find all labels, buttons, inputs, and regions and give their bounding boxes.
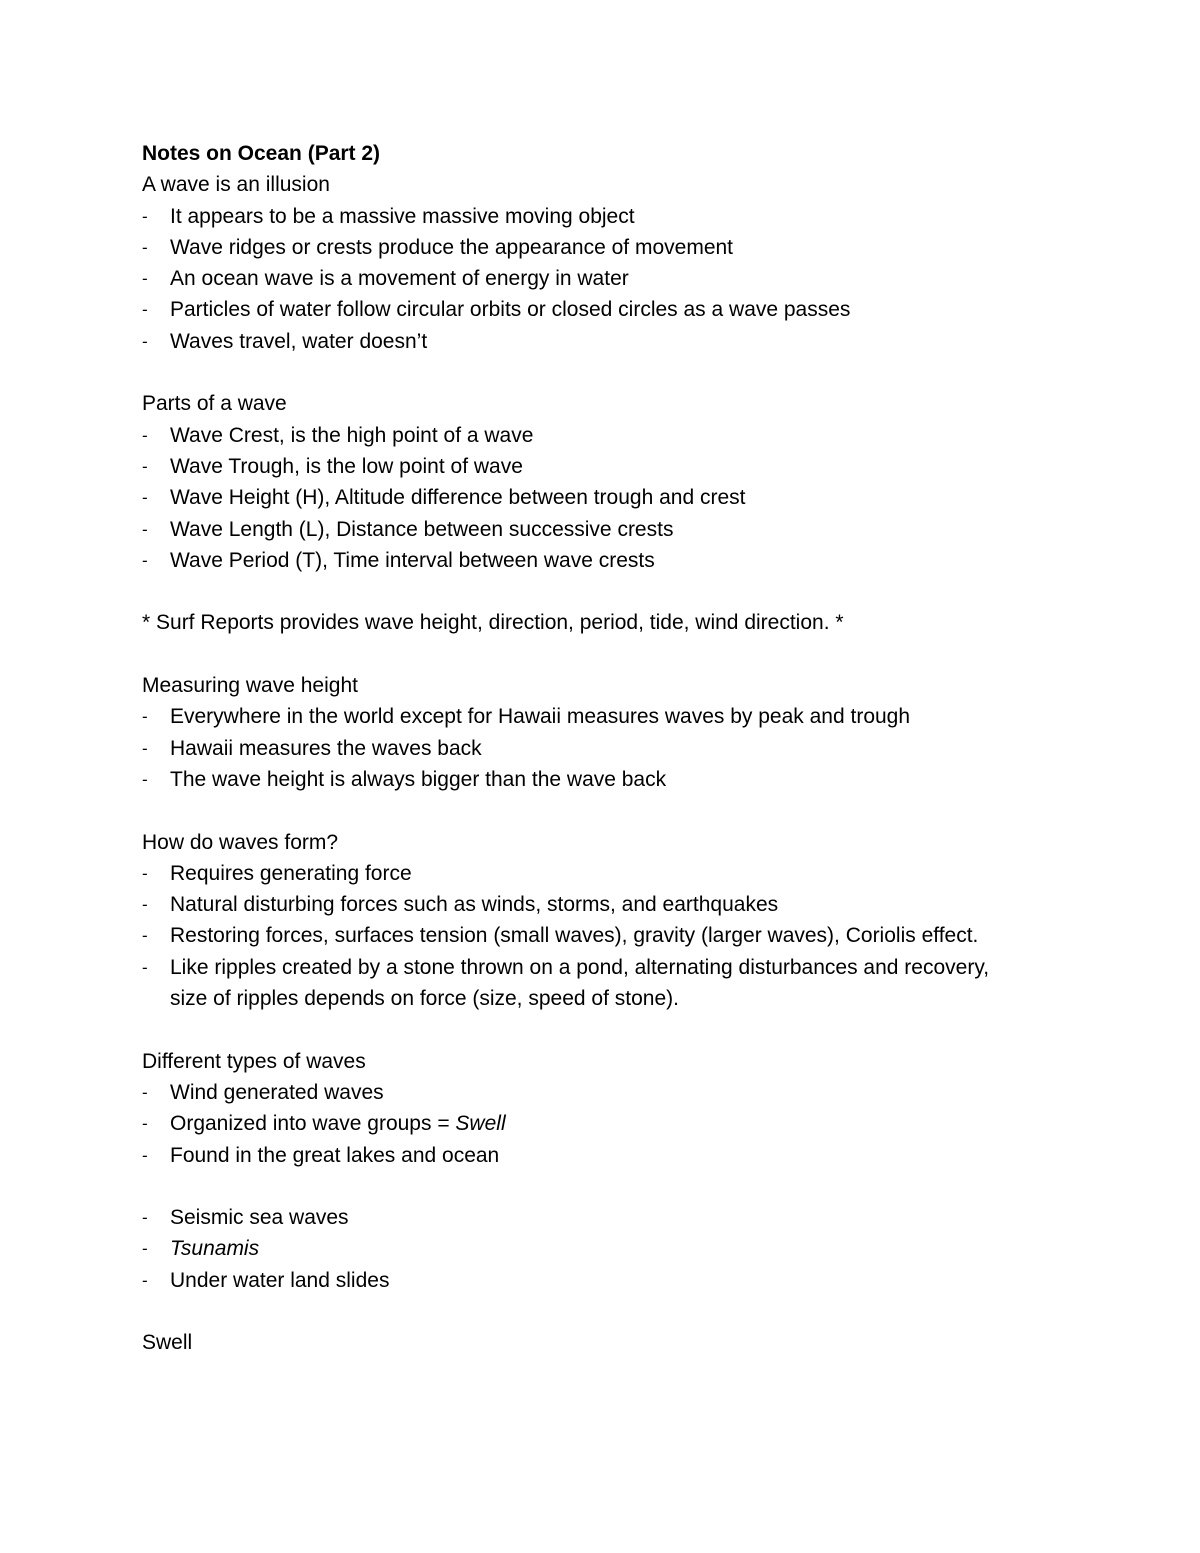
dash-bullet-icon: - xyxy=(142,1114,148,1134)
dash-bullet-icon: - xyxy=(142,425,148,445)
dash-bullet-icon: - xyxy=(142,1239,148,1259)
list-item: - Organized into wave groups = Swell xyxy=(142,1108,1092,1139)
bullet-list-parts-of-wave xyxy=(142,420,1092,576)
dash-bullet-icon: - xyxy=(142,269,148,289)
blank-line xyxy=(142,1171,1092,1202)
list-item: - Wave Height (H), Altitude difference between trough and crest xyxy=(142,482,1092,513)
blank-line xyxy=(142,357,1092,388)
dash-bullet-icon: - xyxy=(142,738,148,758)
list-item: - Wave Period (T), Time interval between wave crests xyxy=(142,545,1092,576)
dash-bullet-icon: - xyxy=(142,1145,148,1165)
section-heading-how-waves-form: How do waves form? xyxy=(142,830,339,854)
bullet-list-measuring-wave-height xyxy=(142,701,1092,795)
blank-line xyxy=(142,639,1092,670)
swell-term: Swell xyxy=(455,1112,506,1136)
dash-bullet-icon: - xyxy=(142,488,148,508)
blank-line xyxy=(142,1014,1092,1045)
bullet-list-seismic-waves xyxy=(142,1202,1092,1296)
surf-report-note: * Surf Reports provides wave height, direction, period, tide, wind direction. * xyxy=(142,611,844,635)
dash-bullet-icon: - xyxy=(142,926,148,946)
list-item: - Found in the great lakes and ocean xyxy=(142,1140,1092,1171)
list-item: - Wave ridges or crests produce the appearance of movement xyxy=(142,232,1092,263)
dash-bullet-icon: - xyxy=(142,895,148,915)
dash-bullet-icon: - xyxy=(142,863,148,883)
list-item: - Wind generated waves xyxy=(142,1077,1092,1108)
list-item: - An ocean wave is a movement of energy in water xyxy=(142,263,1092,294)
dash-bullet-icon: - xyxy=(142,769,148,789)
document-body xyxy=(142,138,1092,1359)
dash-bullet-icon: - xyxy=(142,206,148,226)
list-item: - Restoring forces, surfaces tension (small waves), gravity (larger waves), Coriolis effect. xyxy=(142,920,1092,951)
list-item: - Hawaii measures the waves back xyxy=(142,733,1092,764)
list-item: - Like ripples created by a stone thrown on a pond, alternating disturbances and recovery, size of ripples depends on force (size, speed of stone). xyxy=(142,952,1010,1015)
list-item: - Seismic sea waves xyxy=(142,1202,1092,1233)
list-item: - Natural disturbing forces such as winds, storms, and earthquakes xyxy=(142,889,1092,920)
dash-bullet-icon: - xyxy=(142,456,148,476)
list-item: - Under water land slides xyxy=(142,1265,1092,1296)
dash-bullet-icon: - xyxy=(142,550,148,570)
dash-bullet-icon: - xyxy=(142,957,148,977)
list-item: - The wave height is always bigger than the wave back xyxy=(142,764,1092,795)
bullet-list-how-waves-form xyxy=(142,858,1092,1014)
section-heading-parts-of-wave: Parts of a wave xyxy=(142,392,287,416)
blank-line xyxy=(142,576,1092,607)
dash-bullet-icon: - xyxy=(142,1270,148,1290)
section-heading-swell: Swell xyxy=(142,1331,193,1355)
dash-bullet-icon: - xyxy=(142,237,148,257)
section-heading-wave-illusion: A wave is an illusion xyxy=(142,173,330,197)
document-title: Notes on Ocean (Part 2) xyxy=(142,142,381,165)
list-item: - Wave Crest, is the high point of a wave xyxy=(142,420,1092,451)
list-item: - Tsunamis xyxy=(142,1233,1092,1264)
section-heading-types-of-waves: Different types of waves xyxy=(142,1049,366,1073)
dash-bullet-icon: - xyxy=(142,1208,148,1228)
blank-line xyxy=(142,795,1092,826)
list-item: - Particles of water follow circular orbits or closed circles as a wave passes xyxy=(142,294,1092,325)
section-heading-measuring-wave-height: Measuring wave height xyxy=(142,674,358,698)
list-item: - Wave Length (L), Distance between successive crests xyxy=(142,514,1092,545)
dash-bullet-icon: - xyxy=(142,300,148,320)
dash-bullet-icon: - xyxy=(142,707,148,727)
bullet-list-wave-illusion xyxy=(142,201,1092,357)
list-item: - Requires generating force xyxy=(142,858,1092,889)
blank-line xyxy=(142,1296,1092,1327)
list-item: - Waves travel, water doesn’t xyxy=(142,326,1092,357)
dash-bullet-icon: - xyxy=(142,331,148,351)
list-item: - Wave Trough, is the low point of wave xyxy=(142,451,1092,482)
dash-bullet-icon: - xyxy=(142,519,148,539)
list-item: - It appears to be a massive massive moving object xyxy=(142,201,1092,232)
bullet-list-wind-waves xyxy=(142,1077,1092,1171)
dash-bullet-icon: - xyxy=(142,1082,148,1102)
list-item: - Everywhere in the world except for Hawaii measures waves by peak and trough xyxy=(142,701,1092,732)
